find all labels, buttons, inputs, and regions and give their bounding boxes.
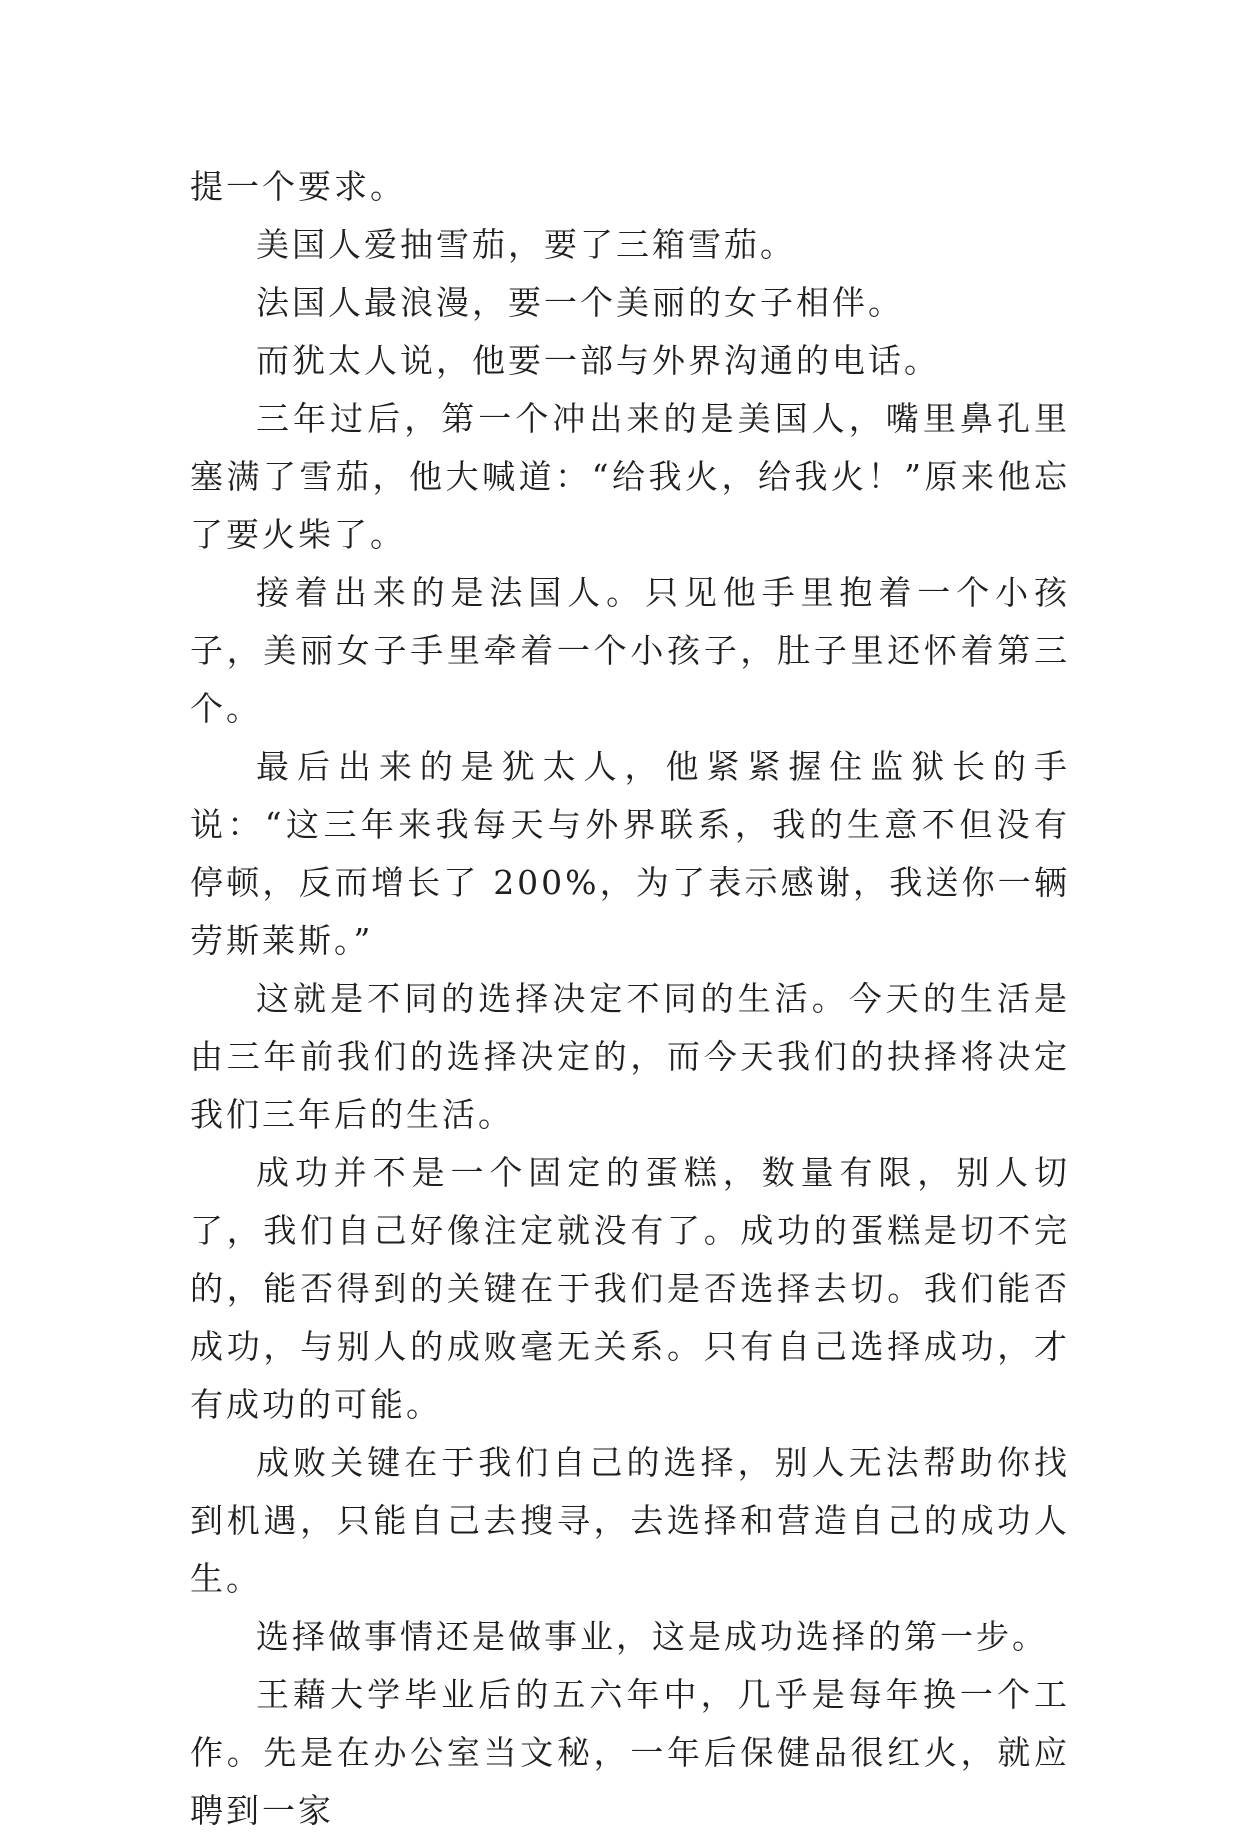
paragraph: 成败关键在于我们自己的选择，别人无法帮助你找到机遇，只能自己去搜寻，去选择和营造自己的成功人生。 xyxy=(190,1443,1070,1598)
paragraph: 三年过后，第一个冲出来的是美国人，嘴里鼻孔里塞满了雪茄，他大喊道：“给我火，给我火！”原来他忘了要火柴了。 xyxy=(190,399,1070,554)
paragraph: 美国人爱抽雪茄，要了三箱雪茄。 xyxy=(256,225,796,264)
paragraph: 最后出来的是犹太人，他紧紧握住监狱长的手说：“这三年来我每天与外界联系，我的生意不但没有停顿，反而增长了 200%，为了表示感谢，我送你一辆劳斯莱斯。” xyxy=(190,747,1070,960)
paragraph: 而犹太人说，他要一部与外界沟通的电话。 xyxy=(256,341,940,380)
paragraph: 法国人最浪漫，要一个美丽的女子相伴。 xyxy=(256,283,904,322)
paragraph: 接着出来的是法国人。只见他手里抱着一个小孩子，美丽女子手里牵着一个小孩子，肚子里还怀着第三个。 xyxy=(190,573,1070,728)
paragraph: 这就是不同的选择决定不同的生活。今天的生活是由三年前我们的选择决定的，而今天我们的抉择将决定我们三年后的生活。 xyxy=(190,979,1070,1134)
paragraph: 成功并不是一个固定的蛋糕，数量有限，别人切了，我们自己好像注定就没有了。成功的蛋糕是切不完的，能否得到的关键在于我们是否选择去切。我们能否成功，与别人的成败毫无关系。只有自己选择成功，才有成功的可能。 xyxy=(190,1153,1070,1424)
body-text xyxy=(190,158,1070,1840)
paragraph: 选择做事情还是做事业，这是成功选择的第一步。 xyxy=(256,1617,1048,1656)
paragraph: 王藉大学毕业后的五六年中，几乎是每年换一个工作。先是在办公室当文秘，一年后保健品很红火，就应聘到一家 xyxy=(190,1675,1070,1830)
paragraph: 提一个要求。 xyxy=(190,167,406,206)
